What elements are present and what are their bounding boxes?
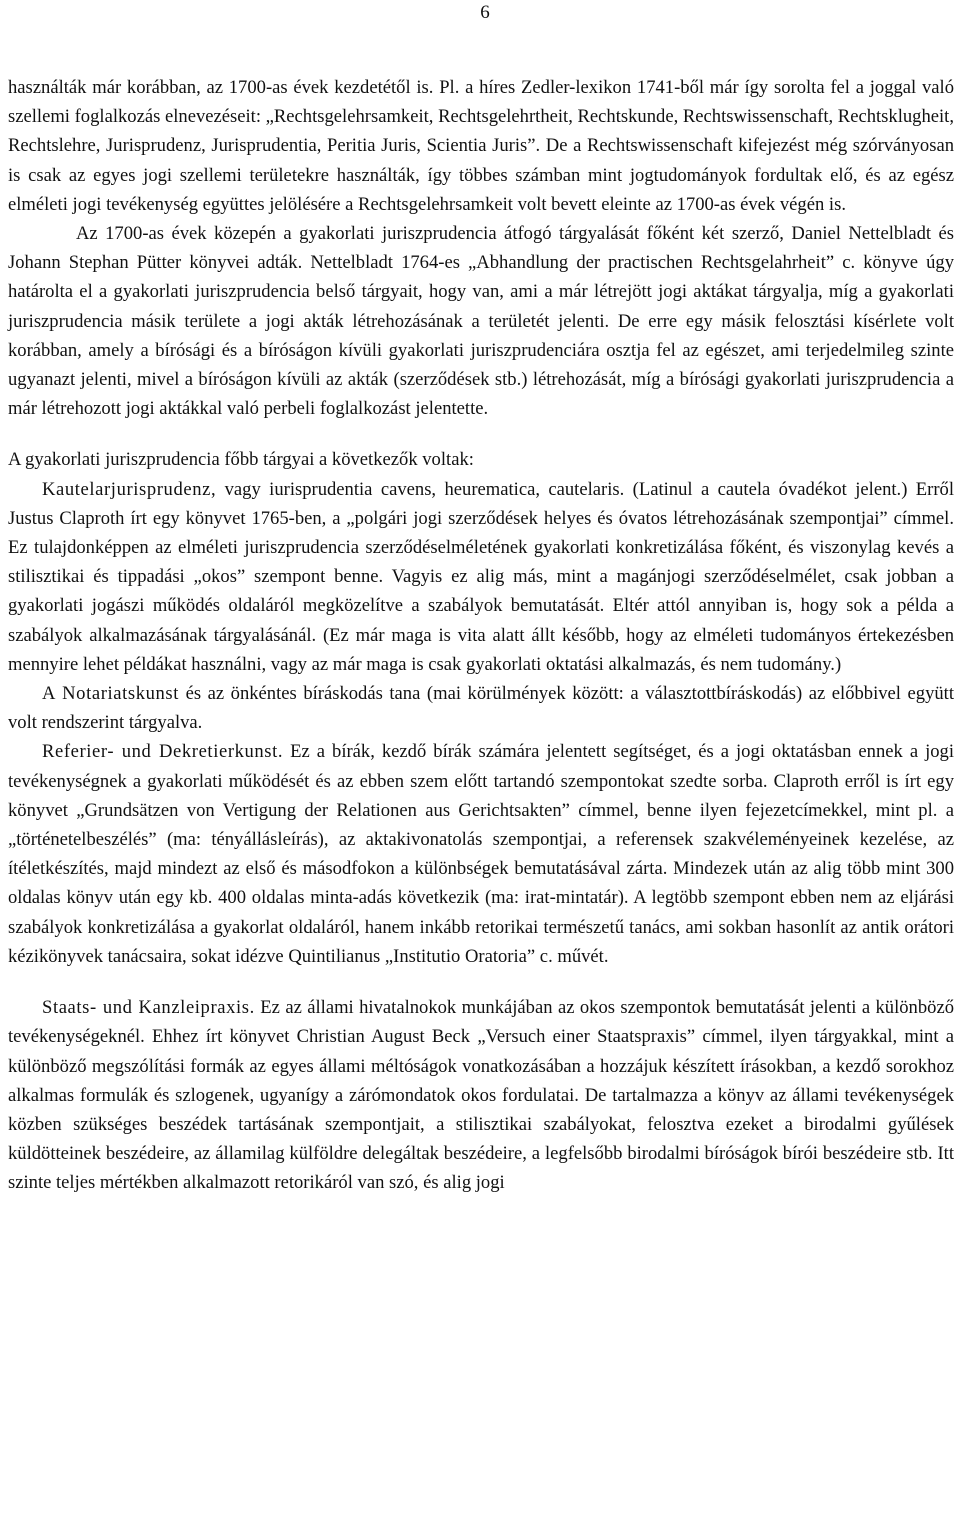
term-referier-und-dekretierkunst: Referier- und Dekretierkunst. xyxy=(42,741,284,763)
term-kautelarjurisprudenz: Kautelarjurisprudenz, xyxy=(42,478,217,500)
paragraph: Az 1700-as évek közepén a gyakorlati juriszprudencia átfogó tárgyalását főként két szerző, Daniel Nettelbladt és Johann Stephan Pütter könyvei adták. Nettelbladt 1764-es „Abhandlung der practischen Rechtsgelahrheit” c. könyve úgy határolta el a gyakorlati juriszprudencia belső tárgyait, hogy van, ami a már létrejött jogi aktákat tárgyalja, míg a gyakorlati juriszprudencia másik területe a jogi akták létrehozásának a területét jelenti. De erre egy másik felosztási kísérlete volt korábban, amely a bírósági és a bíróságon kívüli gyakorlati juriszprudenciára osztja fel az egészet, ami terjedelmileg szinte ugyanazt jelenti, mivel a bíróságon kívüli az akták (szerződések stb.) létrehozását, míg a bírósági gyakorlati juriszprudencia a már létrehozott jogi aktákkal való perbeli foglalkozást jelentette. xyxy=(8,223,954,420)
paragraph xyxy=(8,475,954,679)
paragraph-text: vagy iurisprudentia cavens, heurematica, cautelaris. (Latinul a cautela óvadékot jelent.) Erről Justus Claproth írt egy könyvet 1765-ben, a „polgári jogi szerződések helyes és óvatos létrehozásának szempontjai” címmel. Ez tulajdonképpen az elméleti juriszprudencia szerződéselméletének gyakorlati konkretizálása főként, és viszonylag kevés a stilisztikai és tippadási „okos” szempont benne. Vagyis ez alig más, mint a magánjogi szerződéselmélet, csak jobban a gyakorlati jogászi működés oldaláról megközelítve a szabályok bemutatását. Eltér attól annyiban is, hogy sok a példa a szabályok alkalmazásának tárgyalásánál. (Ez már maga is vita alatt állt később, hogy az elméleti tudományos értekezésben mennyire lehet példákat használni, vagy az már maga is csak gyakorlati oktatási alkalmazás, és nem tudomány.) xyxy=(8,478,954,675)
paragraph-gap xyxy=(8,971,954,993)
paragraph xyxy=(8,737,954,971)
term-staats-und-kanzleipraxis: Staats- und Kanzleipraxis. xyxy=(42,997,255,1019)
term-notariatskunst: A Notariatskunst xyxy=(42,683,180,705)
page-number: 6 xyxy=(480,2,490,23)
paragraph: használták már korábban, az 1700-as évek kezdetétől is. Pl. a híres Zedler-lexikon 1741-ből már így sorolta fel a joggal való szellemi foglalkozás elnevezéseit: „Rechtsgelehrsamkeit, Rechtsgelehrtheit, Rechtskunde, Rechtswissenschaft, Rechtsklugheit, Rechtslehre, Jurisprudenz, Jurisprudentia, Peritia Juris, Scientia Juris”. De a Rechtswissenschaft kifejezést még szórványosan is csak az egyes jogi szellemi területekre használták, így többes számban mint jogtudományok fordultak elő, és az egész elméleti jogi tevékenység együttes jelölésére a Rechtsgelehrsamkeit volt bevett eleinte az 1700-as évek végén is. xyxy=(8,77,954,215)
document-body xyxy=(8,73,954,1198)
paragraph xyxy=(8,679,954,737)
paragraph-text: Ez az állami hivatalnokok munkájában az okos szempontok bemutatását jelenti a különböző tevékenységeknél. Ehhez írt könyvet Christian August Beck „Versuch einer Staatspraxis” címmel, ilyen tárgyakkal, mint a különböző megszólítási formák az egyes állami méltóságok vonatkozásában a hozzájuk készített írásokban, a kezdő sorokhoz alkalmas formulák és szlogenek, ugyanígy a zárómondatok okos fordulatai. De tartalmazza a könyv az állami tevékenységek közben szükséges beszédek tartásának szempontjait, a stilisztikai szabályokat, felosztva ezeket a birodalmi gyűlések küldötteinek beszédeire, az államilag külföldre delegáltak beszédeire, a legfelsőbb birodalmi bíróságok bírói beszédeire stb. Itt szinte teljes mértékben alkalmazott retorikáról van szó, és alig jogi xyxy=(8,997,954,1194)
section-intro: A gyakorlati juriszprudencia főbb tárgyai a következők voltak: xyxy=(8,449,474,471)
paragraph-text: Ez a bírák, kezdő bírák számára jelentett segítséget, és a jogi oktatásban ennek a jogi tevékenységnek a gyakorlati működését és az ebben szem előtt tartandó szempontokat szedte sorba. Claproth erről is írt egy könyvet „Grundsätzen von Vertigung der Relationen aus Gerichtsakten” címmel, benne ilyen fejezetcímekkel, mint pl. a „történetelbeszélés” (ma: tényállásleírás), az aktakivonatolás szempontjai, a referensek szakvéleményeinek kezelése, az ítéletkészítés, majd mindezt az első és másodfokon a különbségek bemutatásával zárta. Mindezek után az alig több mint 300 oldalas könyv után egy kb. 400 oldalas minta-adás következik (ma: irat-mintatár). A legtöbb szempont ebben nem az eljárási szabályok konkretizálása a gyakorlat oldaláról, hanem inkább retorikai természetű tanács, ami sokban hasonlít az antik orátori kézikönyvek tanácsaira, sokat idézve Quintilianus „Institutio Oratoria” c. művét. xyxy=(8,741,954,967)
paragraph-text: és az önkéntes bíráskodás tana (mai körülmények között: a választottbíráskodás) az előbbivel együtt volt rendszerint tárgyalva. xyxy=(8,683,954,734)
paragraph xyxy=(8,993,954,1197)
paragraph-gap xyxy=(8,423,954,445)
